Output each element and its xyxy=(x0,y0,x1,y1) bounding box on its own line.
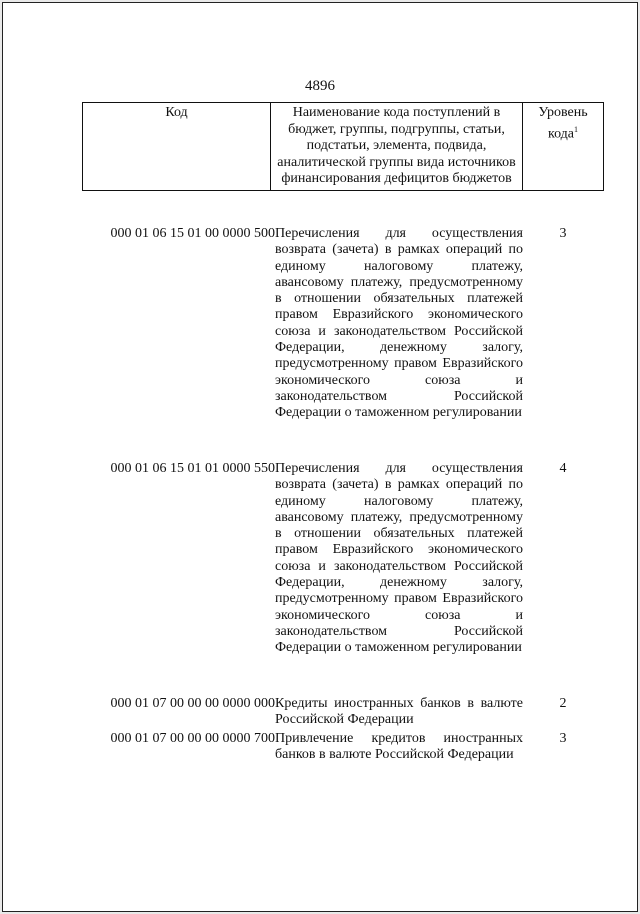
row-code: 000 01 06 15 01 01 0000 550 xyxy=(110,461,275,476)
row-name: Перечисления для осуществления возврата (зачета) в рамках операций по единому налоговому платежу, авансовому платежу, предусмотренному в отношении обязательных платежей правом Евразийского экономического союза и законодательством Российской Федерации, денежному залогу, предусмотренному правом Евразийского экономического союза и законодательством Российской Федерации о таможенном регулировании xyxy=(275,226,523,421)
row-name: Привлечение кредитов иностранных банков в валюте Российской Федерации xyxy=(275,731,523,763)
row-code: 000 01 07 00 00 00 0000 700 xyxy=(110,731,275,746)
header-level-footnote: 1 xyxy=(574,124,579,134)
row-level: 2 xyxy=(559,696,567,711)
page-number: 4896 xyxy=(305,78,335,94)
table-header xyxy=(82,102,604,191)
row-name: Перечисления для осуществления возврата (зачета) в рамках операций по единому налоговому платежу, авансовому платежу, предусмотренному в отношении обязательных платежей правом Евразийского экономического союза и законодательством Российской Федерации, денежному залогу, предусмотренному правом Евразийского экономического союза и законодательством Российской Федерации о таможенном регулировании xyxy=(275,461,523,656)
header-name: Наименование кода поступлений в бюджет, группы, подгруппы, статьи, подстатьи, элемента, подвида, аналитической группы вида источников финансирования дефицитов бюджетов xyxy=(271,103,523,191)
row-code: 000 01 07 00 00 00 0000 000 xyxy=(110,696,275,711)
header-level xyxy=(523,103,604,191)
row-name: Кредиты иностранных банков в валюте Российской Федерации xyxy=(275,696,523,728)
row-level: 3 xyxy=(559,731,567,746)
row-level: 4 xyxy=(559,461,567,476)
header-code: Код xyxy=(83,103,271,191)
row-level: 3 xyxy=(559,226,567,241)
row-code: 000 01 06 15 01 00 0000 500 xyxy=(110,226,275,241)
header-level-label: Уровень кода xyxy=(538,105,588,142)
